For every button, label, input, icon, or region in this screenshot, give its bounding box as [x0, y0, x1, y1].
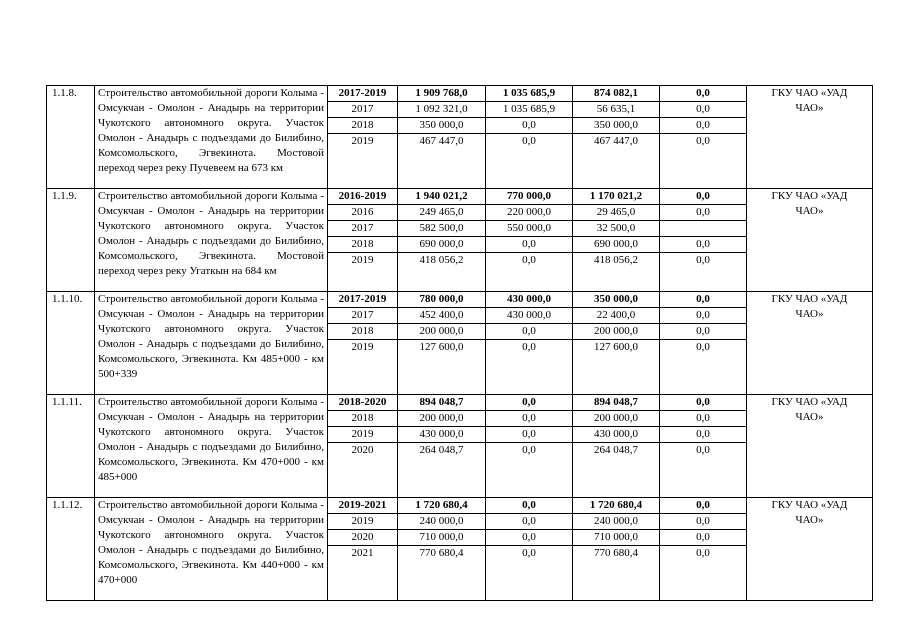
year-value: 0,0: [696, 341, 710, 353]
cell-period: [328, 395, 398, 498]
total-value: 0,0: [486, 498, 572, 514]
year-value: 2017: [328, 102, 397, 118]
executor: [747, 86, 873, 189]
cell-total: [398, 86, 486, 189]
total-value: 0,0: [660, 189, 746, 205]
year-value: 550 000,0: [486, 221, 572, 237]
year-value: 0,0: [486, 530, 572, 546]
cell-total: [398, 189, 486, 292]
cell-total: [398, 292, 486, 395]
total-value: 0,0: [660, 498, 746, 514]
year-value: 0,0: [696, 254, 710, 266]
executor-line-2: ЧАО»: [795, 205, 824, 217]
cell-period: [328, 498, 398, 601]
cell-total: [398, 498, 486, 601]
year-value: 0,0: [660, 427, 746, 443]
cell-c2: [573, 395, 660, 498]
year-value: 0,0: [660, 205, 746, 221]
total-value: 780 000,0: [398, 292, 485, 308]
year-value: 1 092 321,0: [398, 102, 485, 118]
year-value: 0,0: [660, 308, 746, 324]
year-value: 200 000,0: [398, 411, 485, 427]
cell-c1: [486, 292, 573, 395]
year-value: 1 035 685,9: [486, 102, 572, 118]
total-value: 1 720 680,4: [573, 498, 659, 514]
year-value: 430 000,0: [486, 308, 572, 324]
total-value: 874 082,1: [573, 86, 659, 102]
executor-line-2: ЧАО»: [795, 102, 824, 114]
year-value: 2017: [328, 308, 397, 324]
year-value: [660, 221, 746, 237]
year-value: 0,0: [660, 118, 746, 134]
total-value: 1 909 768,0: [398, 86, 485, 102]
total-value: 2016-2019: [328, 189, 397, 205]
executor: [747, 292, 873, 395]
cell-c3: [660, 498, 747, 601]
year-value: 452 400,0: [398, 308, 485, 324]
executor: [747, 498, 873, 601]
cell-c1: [486, 395, 573, 498]
year-value: 0,0: [486, 237, 572, 253]
year-value: 29 465,0: [573, 205, 659, 221]
table-row: [47, 86, 873, 189]
measure-name: Строительство автомобильной дороги Колыма - Омсукчан - Омолон - Анадырь на территории Чукотского автономного округа. Участок Омолон - Анадырь с подъездами до Билибино, Комсомольского, Эгвекинота. Км 485+000 - км 500+339: [95, 292, 328, 395]
year-value: 0,0: [696, 135, 710, 147]
year-value: 467 447,0: [594, 135, 638, 147]
year-value: 0,0: [486, 514, 572, 530]
year-value: 2016: [328, 205, 397, 221]
executor-line-2: ЧАО»: [795, 308, 824, 320]
year-value: 127 600,0: [594, 341, 638, 353]
year-value: 2019: [328, 427, 397, 443]
year-value: 264 048,7: [419, 444, 464, 456]
year-value: 418 056,2: [419, 254, 464, 266]
year-value: 0,0: [486, 324, 572, 340]
year-value: 2020: [328, 530, 397, 546]
year-value: 350 000,0: [573, 118, 659, 134]
year-value: 2019: [351, 341, 374, 353]
row-number: 1.1.10.: [47, 292, 95, 395]
year-value: 2018: [328, 324, 397, 340]
year-value: 0,0: [660, 324, 746, 340]
executor-line-1: ГКУ ЧАО «УАД: [771, 499, 848, 511]
total-value: 0,0: [660, 395, 746, 411]
total-value: 770 000,0: [486, 189, 572, 205]
year-value: 2018: [328, 237, 397, 253]
year-value: 0,0: [660, 411, 746, 427]
measure-name: Строительство автомобильной дороги Колыма - Омсукчан - Омолон - Анадырь на территории Чукотского автономного округа. Участок Омолон - Анадырь с подъездами до Билибино, Комсомольского, Эгвекинота. Мостовой переход через реку Пучевеем на 673 км: [95, 86, 328, 189]
year-value: 0,0: [522, 254, 536, 266]
year-value: 430 000,0: [398, 427, 485, 443]
year-value: 2019: [351, 254, 374, 266]
year-value: 2019: [351, 135, 374, 147]
year-value: 690 000,0: [398, 237, 485, 253]
year-value: 0,0: [660, 237, 746, 253]
year-value: 770 680,4: [419, 547, 464, 559]
cell-c3: [660, 86, 747, 189]
executor-line-1: ГКУ ЧАО «УАД: [771, 87, 848, 99]
total-value: 430 000,0: [486, 292, 572, 308]
year-value: 418 056,2: [594, 254, 638, 266]
measure-name: Строительство автомобильной дороги Колыма - Омсукчан - Омолон - Анадырь на территории Чукотского автономного округа. Участок Омолон - Анадырь с подъездами до Билибино, Комсомольского, Эгвекинота. Км 470+000 - км 485+000: [95, 395, 328, 498]
program-table: [46, 85, 873, 601]
year-value: 0,0: [486, 427, 572, 443]
total-value: 1 940 021,2: [398, 189, 485, 205]
year-value: 582 500,0: [398, 221, 485, 237]
executor: [747, 189, 873, 292]
year-value: 220 000,0: [486, 205, 572, 221]
cell-period: [328, 189, 398, 292]
year-value: 32 500,0: [573, 221, 659, 237]
year-value: 430 000,0: [573, 427, 659, 443]
cell-total: [398, 395, 486, 498]
year-value: 0,0: [522, 135, 536, 147]
year-value: 0,0: [486, 411, 572, 427]
executor-line-2: ЧАО»: [795, 514, 824, 526]
year-value: 200 000,0: [573, 324, 659, 340]
year-value: 0,0: [660, 102, 746, 118]
executor-line-1: ГКУ ЧАО «УАД: [771, 396, 848, 408]
cell-c2: [573, 189, 660, 292]
cell-c1: [486, 498, 573, 601]
year-value: 467 447,0: [419, 135, 464, 147]
cell-period: [328, 86, 398, 189]
year-value: 0,0: [522, 547, 536, 559]
table-row: [47, 189, 873, 292]
table-row: [47, 292, 873, 395]
year-value: 264 048,7: [594, 444, 638, 456]
total-value: 0,0: [486, 395, 572, 411]
year-value: 0,0: [522, 341, 536, 353]
year-value: 2017: [328, 221, 397, 237]
total-value: 0,0: [660, 292, 746, 308]
year-value: 0,0: [696, 444, 710, 456]
total-value: 1 035 685,9: [486, 86, 572, 102]
total-value: 894 048,7: [398, 395, 485, 411]
cell-c2: [573, 498, 660, 601]
row-number: 1.1.8.: [47, 86, 95, 189]
year-value: 2018: [328, 411, 397, 427]
year-value: 0,0: [660, 530, 746, 546]
executor: [747, 395, 873, 498]
cell-c2: [573, 292, 660, 395]
table-row: [47, 498, 873, 601]
cell-c3: [660, 395, 747, 498]
measure-name: Строительство автомобильной дороги Колыма - Омсукчан - Омолон - Анадырь на территории Чукотского автономного округа. Участок Омолон - Анадырь с подъездами до Билибино, Комсомольского, Эгвекинота. Км 440+000 - км 470+000: [95, 498, 328, 601]
row-number: 1.1.9.: [47, 189, 95, 292]
total-value: 2019-2021: [328, 498, 397, 514]
year-value: 770 680,4: [594, 547, 638, 559]
row-number: 1.1.11.: [47, 395, 95, 498]
total-value: 350 000,0: [573, 292, 659, 308]
year-value: 0,0: [522, 444, 536, 456]
cell-c1: [486, 86, 573, 189]
cell-c3: [660, 189, 747, 292]
cell-c2: [573, 86, 660, 189]
year-value: 127 600,0: [419, 341, 464, 353]
total-value: 894 048,7: [573, 395, 659, 411]
total-value: 2017-2019: [328, 292, 397, 308]
total-value: 1 720 680,4: [398, 498, 485, 514]
year-value: 710 000,0: [573, 530, 659, 546]
year-value: 56 635,1: [573, 102, 659, 118]
year-value: 200 000,0: [398, 324, 485, 340]
year-value: 0,0: [696, 547, 710, 559]
year-value: 2018: [328, 118, 397, 134]
year-value: 0,0: [660, 514, 746, 530]
year-value: 2019: [328, 514, 397, 530]
table-row: [47, 395, 873, 498]
year-value: 240 000,0: [573, 514, 659, 530]
cell-c1: [486, 189, 573, 292]
total-value: 2018-2020: [328, 395, 397, 411]
year-value: 240 000,0: [398, 514, 485, 530]
measure-name: Строительство автомобильной дороги Колыма - Омсукчан - Омолон - Анадырь на территории Чукотского автономного округа. Участок Омолон - Анадырь с подъездами до Билибино, Комсомольского, Эгвекинота. Мостовой переход через реку Угаткын на 684 км: [95, 189, 328, 292]
year-value: 249 465,0: [398, 205, 485, 221]
total-value: 0,0: [660, 86, 746, 102]
year-value: 2021: [351, 547, 374, 559]
row-number: 1.1.12.: [47, 498, 95, 601]
executor-line-1: ГКУ ЧАО «УАД: [771, 190, 848, 202]
year-value: 0,0: [486, 118, 572, 134]
year-value: 350 000,0: [398, 118, 485, 134]
year-value: 690 000,0: [573, 237, 659, 253]
cell-c3: [660, 292, 747, 395]
year-value: 2020: [351, 444, 374, 456]
year-value: 22 400,0: [573, 308, 659, 324]
year-value: 200 000,0: [573, 411, 659, 427]
total-value: 1 170 021,2: [573, 189, 659, 205]
executor-line-2: ЧАО»: [795, 411, 824, 423]
year-value: 710 000,0: [398, 530, 485, 546]
total-value: 2017-2019: [328, 86, 397, 102]
cell-period: [328, 292, 398, 395]
executor-line-1: ГКУ ЧАО «УАД: [771, 293, 848, 305]
